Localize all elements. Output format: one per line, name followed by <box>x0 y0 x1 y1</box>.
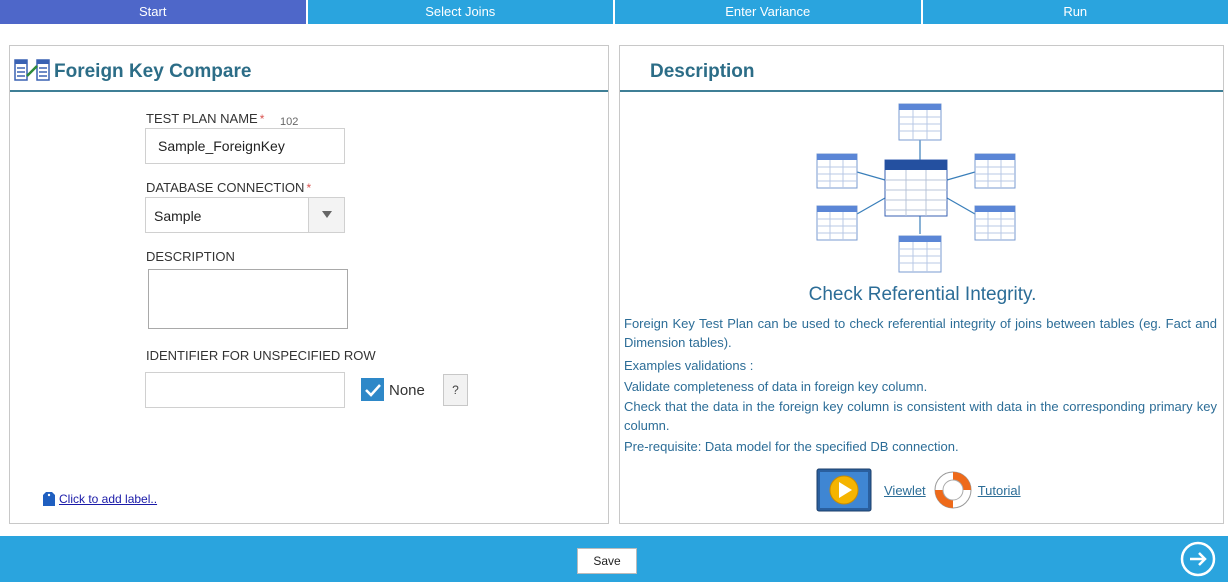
table-icon-right-bottom <box>975 206 1015 240</box>
footer-bar <box>0 536 1228 582</box>
add-label-link[interactable] <box>43 492 157 506</box>
description-heading: Check Referential Integrity. <box>808 284 1037 305</box>
table-icon-top <box>899 104 941 140</box>
step-select-joins[interactable]: Select Joins <box>308 0 616 24</box>
tag-icon <box>43 492 55 506</box>
referential-integrity-diagram <box>815 102 1025 274</box>
identifier-label: IDENTIFIER FOR UNSPECIFIED ROW <box>146 348 376 363</box>
table-icon-left-top <box>817 154 857 188</box>
wizard-steps <box>0 0 1228 24</box>
none-checkbox[interactable] <box>361 378 384 401</box>
foreign-key-compare-icon <box>14 58 50 82</box>
test-plan-name-input[interactable] <box>145 128 345 164</box>
save-button[interactable]: Save <box>577 548 637 574</box>
step-start[interactable]: Start <box>0 0 308 24</box>
form-panel-header <box>10 46 608 92</box>
required-marker: * <box>306 181 312 195</box>
viewlet-link[interactable]: Viewlet <box>884 482 926 498</box>
database-connection-value: Sample <box>154 208 202 224</box>
table-icon-right-top <box>975 154 1015 188</box>
example-item: Validate completeness of data in foreign key column. <box>624 379 928 394</box>
help-button[interactable]: ? <box>443 374 468 406</box>
help-media-row <box>816 468 1021 512</box>
required-marker: * <box>259 112 265 126</box>
dropdown-button[interactable] <box>308 198 344 232</box>
table-icon-left-bottom <box>817 206 857 240</box>
form-panel-title: Foreign Key Compare <box>54 61 252 82</box>
test-plan-name-label: TEST PLAN NAME * <box>146 111 265 126</box>
test-plan-form-panel <box>9 45 609 524</box>
video-play-icon[interactable] <box>816 468 872 512</box>
test-plan-id: 102 <box>280 116 299 128</box>
central-table-icon <box>885 160 947 216</box>
prerequisite-text: Pre-requisite: Data model for the specified DB connection. <box>624 439 959 454</box>
step-run[interactable]: Run <box>923 0 1228 24</box>
examples-label: Examples validations : <box>624 358 754 373</box>
checkmark-icon <box>365 383 381 397</box>
database-connection-select[interactable] <box>145 197 345 233</box>
step-enter-variance[interactable]: Enter Variance <box>615 0 923 24</box>
tutorial-link[interactable]: Tutorial <box>977 482 1021 498</box>
description-textarea[interactable] <box>148 269 348 329</box>
description-label: DESCRIPTION <box>146 249 235 264</box>
none-checkbox-label: None <box>389 382 425 399</box>
add-label-text: Click to add label.. <box>59 492 158 506</box>
example-item: Check that the data in the foreign key column is consistent with data in the corresponding primary key column. <box>624 399 1217 433</box>
description-panel <box>619 45 1224 524</box>
identifier-input[interactable] <box>145 372 345 408</box>
triangle-down-icon <box>322 211 332 219</box>
table-icon-bottom <box>899 236 941 272</box>
life-ring-icon[interactable] <box>932 469 974 511</box>
next-arrow-icon[interactable] <box>1180 541 1216 577</box>
description-paragraph: Foreign Key Test Plan can be used to check referential integrity of joins between tables (eg. Fact and Dimension tables). <box>624 316 1217 350</box>
description-panel-header <box>620 46 1223 92</box>
database-connection-label: DATABASE CONNECTION * <box>146 180 312 195</box>
description-panel-title: Description <box>650 61 755 82</box>
